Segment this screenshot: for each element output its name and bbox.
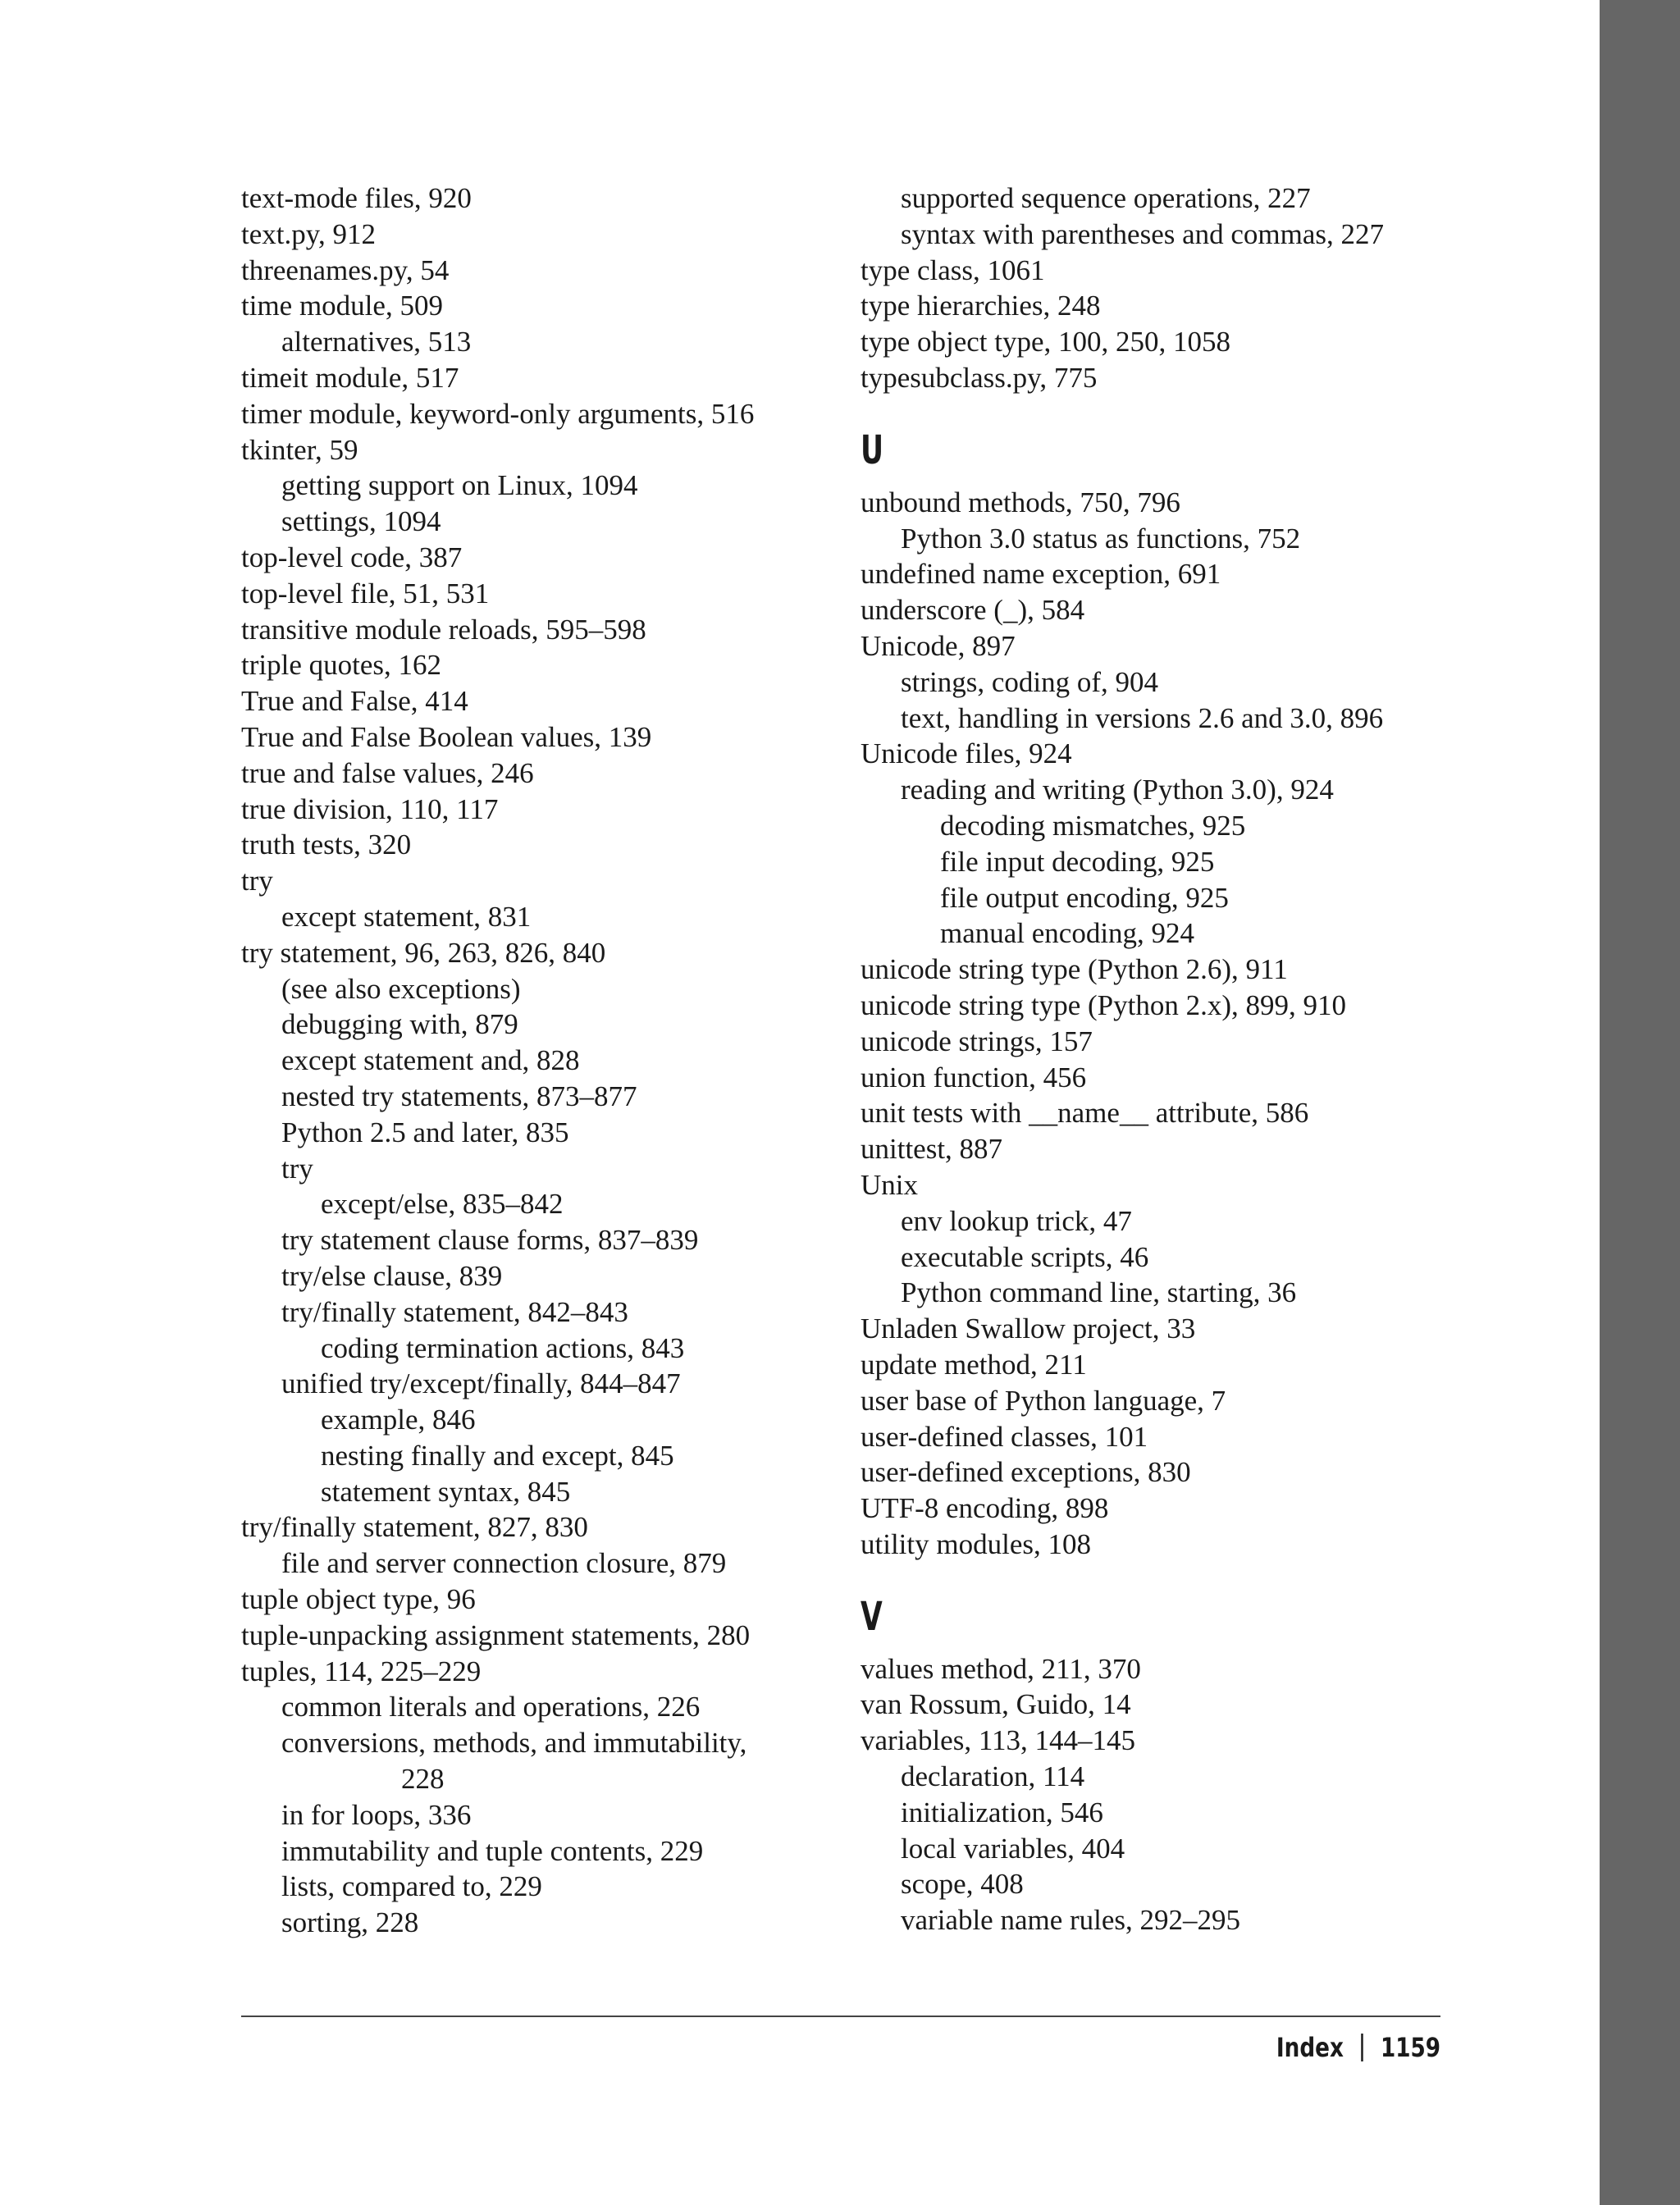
index-entry: union function, 456	[861, 1061, 1087, 1093]
index-entry: type hierarchies, 248	[861, 290, 1101, 322]
index-entry: top-level code, 387	[241, 541, 463, 573]
index-entry: true division, 110, 117	[241, 792, 499, 825]
index-entry: True and False Boolean values, 139	[241, 720, 652, 753]
index-entry: example, 846	[321, 1404, 476, 1436]
index-entry: nested try statements, 873–877	[281, 1080, 637, 1112]
index-entry: Python 3.0 status as functions, 752	[901, 522, 1301, 555]
index-entry: immutability and tuple contents, 229	[281, 1834, 704, 1867]
index-entry: values method, 211, 370	[861, 1652, 1141, 1685]
index-entry: reading and writing (Python 3.0), 924	[901, 774, 1334, 806]
index-entry: tuples, 114, 225–229	[241, 1655, 482, 1687]
index-entry: Python 2.5 and later, 835	[281, 1116, 569, 1148]
index-entry: sorting, 228	[281, 1906, 419, 1939]
index-entry: type object type, 100, 250, 1058	[861, 326, 1231, 358]
page-number: 1159	[1380, 2032, 1440, 2063]
index-entry: env lookup trick, 47	[901, 1204, 1132, 1237]
index-entry: file output encoding, 925	[940, 881, 1229, 914]
footer-section-label: Index	[1276, 2032, 1344, 2063]
index-entry: text-mode files, 920	[241, 182, 472, 214]
index-entry: declaration, 114	[901, 1760, 1085, 1793]
index-entry: try	[281, 1152, 313, 1185]
index-entry: update method, 211	[861, 1348, 1087, 1381]
index-entry: try/finally statement, 827, 830	[241, 1511, 588, 1544]
index-entry: strings, coding of, 904	[901, 665, 1159, 698]
index-entry: Python command line, starting, 36	[901, 1276, 1297, 1309]
index-entry: typesubclass.py, 775	[861, 361, 1098, 394]
index-entry: initialization, 546	[901, 1796, 1103, 1828]
index-entry: nesting finally and except, 845	[321, 1439, 674, 1472]
index-entry: user-defined exceptions, 830	[861, 1456, 1191, 1489]
index-entry: timeit module, 517	[241, 361, 459, 394]
index-column-right	[861, 180, 1484, 1938]
index-entry: tuple-unpacking assignment statements, 280	[241, 1618, 751, 1651]
index-entry: conversions, methods, and immutability,	[281, 1727, 747, 1760]
index-entry: coding termination actions, 843	[321, 1331, 685, 1364]
index-entry: unit tests with __name__ attribute, 586	[861, 1097, 1309, 1130]
index-entry: True and False, 414	[241, 685, 468, 718]
index-entry: debugging with, 879	[281, 1008, 518, 1041]
index-entry: type class, 1061	[861, 253, 1045, 286]
index-entry: van Rossum, Guido, 14	[861, 1688, 1131, 1721]
index-entry: variable name rules, 292–295	[901, 1904, 1241, 1937]
index-entry: text, handling in versions 2.6 and 3.0, 896	[901, 701, 1384, 734]
index-entry: underscore (_), 584	[861, 594, 1085, 627]
index-entry: timer module, keyword-only arguments, 516	[241, 397, 755, 430]
index-entry: executable scripts, 46	[901, 1240, 1149, 1273]
index-entry: in for loops, 336	[281, 1798, 472, 1831]
index-entry: tuple object type, 96	[241, 1583, 476, 1616]
index-entry: text.py, 912	[241, 217, 376, 250]
index-entry: file and server connection closure, 879	[281, 1547, 727, 1580]
index-entry: common literals and operations, 226	[281, 1691, 701, 1723]
index-entry: scope, 408	[901, 1868, 1024, 1901]
index-entry: top-level file, 51, 531	[241, 577, 490, 609]
index-entry: undefined name exception, 691	[861, 558, 1221, 591]
index-entry: true and false values, 246	[241, 756, 534, 789]
index-entry: statement syntax, 845	[321, 1475, 571, 1508]
section-letter-v: V	[861, 1593, 883, 1640]
footer-rule	[241, 2016, 1440, 2017]
index-entry: except/else, 835–842	[321, 1188, 564, 1221]
index-entry: except statement and, 828	[281, 1044, 580, 1077]
index-entry: tkinter, 59	[241, 433, 358, 466]
index-entry: UTF-8 encoding, 898	[861, 1492, 1109, 1525]
index-entry: Unicode files, 924	[861, 737, 1072, 770]
index-entry: try statement, 96, 263, 826, 840	[241, 936, 606, 969]
index-entry: unittest, 887	[861, 1133, 1003, 1166]
index-entry: manual encoding, 924	[940, 917, 1195, 950]
index-entry: getting support on Linux, 1094	[281, 469, 638, 502]
index-entry: try statement clause forms, 837–839	[281, 1224, 699, 1257]
index-entry: utility modules, 108	[861, 1527, 1091, 1560]
index-entry: supported sequence operations, 227	[901, 182, 1311, 214]
index-entry: Unicode, 897	[861, 629, 1016, 662]
index-entry: unicode string type (Python 2.6), 911	[861, 953, 1288, 986]
index-entry: local variables, 404	[901, 1832, 1125, 1865]
index-entry: truth tests, 320	[241, 829, 412, 861]
index-entry: settings, 1094	[281, 505, 441, 538]
index-entry: alternatives, 513	[281, 326, 472, 358]
index-entry: file input decoding, 925	[940, 845, 1215, 878]
index-entry: try/else clause, 839	[281, 1259, 503, 1292]
index-entry: try/finally statement, 842–843	[281, 1295, 628, 1328]
index-entry: triple quotes, 162	[241, 649, 441, 682]
index-entry: syntax with parentheses and commas, 227	[901, 217, 1385, 250]
page-footer	[1276, 2029, 1440, 2066]
index-entry: threenames.py, 54	[241, 253, 450, 286]
index-entry: decoding mismatches, 925	[940, 809, 1246, 842]
index-entry: variables, 113, 144–145	[861, 1724, 1136, 1757]
index-entry: unicode string type (Python 2.x), 899, 910	[861, 988, 1347, 1021]
index-entry: unicode strings, 157	[861, 1025, 1093, 1057]
index-entry: try	[241, 865, 273, 897]
index-column-left	[241, 180, 832, 1941]
page-edge-tab	[1600, 0, 1680, 2205]
index-entry: user base of Python language, 7	[861, 1384, 1226, 1417]
index-entry: unbound methods, 750, 796	[861, 486, 1180, 518]
index-entry: Unladen Swallow project, 33	[861, 1312, 1196, 1345]
index-entry: except statement, 831	[281, 900, 532, 933]
section-letter-u: U	[861, 427, 884, 473]
index-entry: lists, compared to, 229	[281, 1870, 542, 1903]
footer-separator	[1361, 2034, 1363, 2061]
index-entry: transitive module reloads, 595–598	[241, 613, 646, 646]
index-entry: 228	[401, 1763, 445, 1796]
index-entry: user-defined classes, 101	[861, 1420, 1148, 1453]
index-entry: (see also exceptions)	[281, 972, 521, 1005]
index-entry: time module, 509	[241, 290, 443, 322]
index-entry: unified try/except/finally, 844–847	[281, 1367, 681, 1400]
index-entry: Unix	[861, 1168, 918, 1201]
